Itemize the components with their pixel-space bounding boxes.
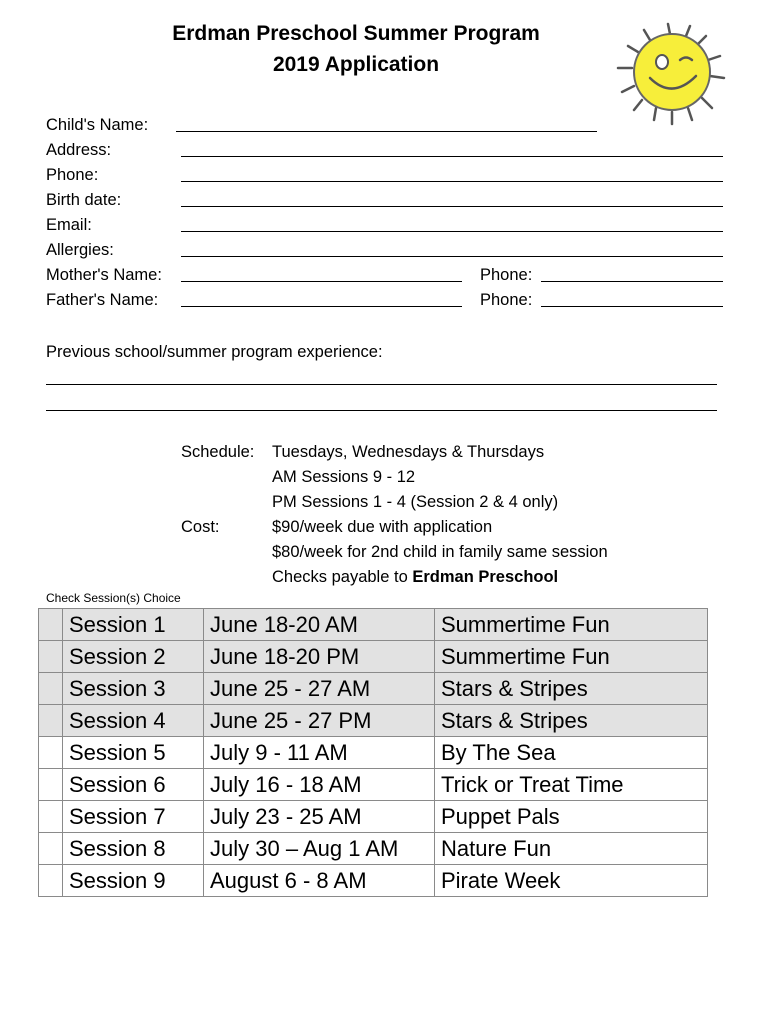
- sessions-note: Check Session(s) Choice: [46, 591, 181, 605]
- session-dates: June 18-20 PM: [204, 641, 435, 673]
- session-row: [39, 769, 708, 801]
- session-row: [39, 673, 708, 705]
- address-label: Address:: [46, 141, 112, 159]
- session-checkbox[interactable]: [39, 865, 63, 897]
- mothers-name-line[interactable]: [181, 281, 462, 282]
- father-phone-line[interactable]: [541, 306, 723, 307]
- session-name: Session 6: [63, 769, 204, 801]
- session-checkbox[interactable]: [39, 833, 63, 865]
- session-name: Session 5: [63, 737, 204, 769]
- session-name: Session 3: [63, 673, 204, 705]
- session-name: Session 9: [63, 865, 204, 897]
- childs-name-label: Child's Name:: [46, 116, 149, 134]
- session-row: [39, 865, 708, 897]
- session-checkbox[interactable]: [39, 769, 63, 801]
- session-checkbox[interactable]: [39, 641, 63, 673]
- cost-line-2: $80/week for 2nd child in family same session: [272, 543, 608, 561]
- page-title: Erdman Preschool Summer Program: [172, 22, 540, 45]
- session-theme: Stars & Stripes: [435, 705, 708, 737]
- fathers-name-label: Father's Name:: [46, 291, 159, 309]
- email-line[interactable]: [181, 231, 723, 232]
- father-phone-label: Phone:: [480, 291, 533, 309]
- session-theme: Puppet Pals: [435, 801, 708, 833]
- session-name: Session 1: [63, 609, 204, 641]
- fathers-name-line[interactable]: [181, 306, 462, 307]
- sun-icon: [610, 20, 730, 130]
- schedule-pm: PM Sessions 1 - 4 (Session 2 & 4 only): [272, 493, 559, 511]
- session-name: Session 7: [63, 801, 204, 833]
- session-theme: Nature Fun: [435, 833, 708, 865]
- experience-line-1[interactable]: [46, 384, 717, 385]
- session-dates: July 23 - 25 AM: [204, 801, 435, 833]
- schedule-days: Tuesdays, Wednesdays & Thursdays: [272, 443, 545, 461]
- session-dates: July 9 - 11 AM: [204, 737, 435, 769]
- session-row: [39, 801, 708, 833]
- session-theme: Pirate Week: [435, 865, 708, 897]
- phone-label: Phone:: [46, 166, 99, 184]
- page-subtitle: 2019 Application: [272, 53, 440, 76]
- email-label: Email:: [46, 216, 92, 234]
- birth-date-label: Birth date:: [46, 191, 122, 209]
- experience-label: Previous school/summer program experience:: [46, 343, 383, 361]
- sessions-table: [38, 608, 708, 897]
- address-line[interactable]: [181, 156, 723, 157]
- session-dates: July 16 - 18 AM: [204, 769, 435, 801]
- checks-payable: [272, 565, 558, 590]
- session-checkbox[interactable]: [39, 705, 63, 737]
- allergies-label: Allergies:: [46, 241, 114, 259]
- session-name: Session 2: [63, 641, 204, 673]
- session-theme: Stars & Stripes: [435, 673, 708, 705]
- session-dates: June 25 - 27 PM: [204, 705, 435, 737]
- mother-phone-line[interactable]: [541, 281, 723, 282]
- checks-prefix: Checks payable to: [272, 568, 413, 586]
- mother-phone-label: Phone:: [480, 266, 533, 284]
- session-dates: June 18-20 AM: [204, 609, 435, 641]
- session-row: [39, 737, 708, 769]
- session-checkbox[interactable]: [39, 609, 63, 641]
- cost-label: Cost:: [181, 518, 220, 536]
- session-row: [39, 609, 708, 641]
- session-checkbox[interactable]: [39, 737, 63, 769]
- session-row: [39, 705, 708, 737]
- session-theme: Trick or Treat Time: [435, 769, 708, 801]
- phone-line[interactable]: [181, 181, 723, 182]
- session-dates: June 25 - 27 AM: [204, 673, 435, 705]
- checks-payee: Erdman Preschool: [412, 568, 559, 586]
- session-theme: Summertime Fun: [435, 641, 708, 673]
- childs-name-line[interactable]: [176, 131, 597, 132]
- mothers-name-label: Mother's Name:: [46, 266, 162, 284]
- session-dates: August 6 - 8 AM: [204, 865, 435, 897]
- session-dates: July 30 – Aug 1 AM: [204, 833, 435, 865]
- session-row: [39, 641, 708, 673]
- session-name: Session 8: [63, 833, 204, 865]
- session-name: Session 4: [63, 705, 204, 737]
- session-theme: By The Sea: [435, 737, 708, 769]
- birth-date-line[interactable]: [181, 206, 723, 207]
- session-theme: Summertime Fun: [435, 609, 708, 641]
- allergies-line[interactable]: [181, 256, 723, 257]
- schedule-am: AM Sessions 9 - 12: [272, 468, 416, 486]
- session-row: [39, 833, 708, 865]
- session-checkbox[interactable]: [39, 673, 63, 705]
- experience-line-2[interactable]: [46, 410, 717, 411]
- cost-line-1: $90/week due with application: [272, 518, 493, 536]
- session-checkbox[interactable]: [39, 801, 63, 833]
- schedule-label: Schedule:: [181, 443, 255, 461]
